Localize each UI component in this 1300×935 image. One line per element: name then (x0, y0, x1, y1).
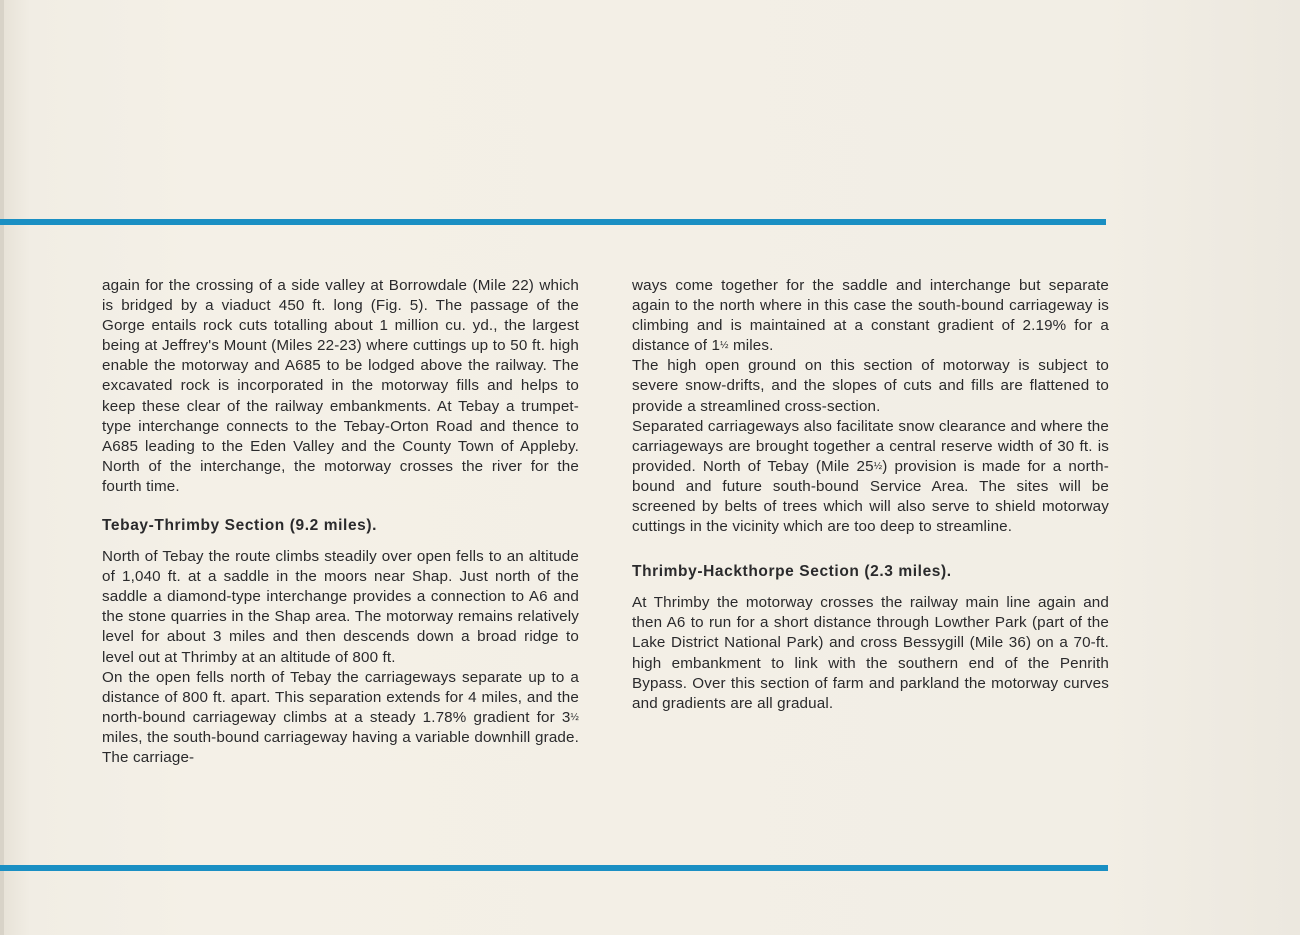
right-paragraph-1 (632, 276, 1109, 356)
top-blue-rule (0, 219, 1106, 225)
left-paragraph-1: again for the crossing of a side valley at Borrowdale (Mile 22) which is bridged by a viaduct 450 ft. long (Fig. 5). The passage of the Gorge entails rock cuts totalling about 1 million cu. yd., the largest being at Jeffrey's Mount (Miles 22-23) where cuttings up to 50 ft. high enable the motorway and A685 to be lodged above the railway. The excavated rock is incorporated in the motorway fills and helps to keep these clear of the railway embankments. At Tebay a trumpet-type interchange connects to the Tebay-Orton Road and thence to A685 leading to the Eden Valley and the County Town of Appleby. North of the interchange, the motorway crosses the river for the fourth time. (102, 277, 579, 495)
right-paragraph-2: The high open ground on this section of motorway is subject to severe snow-drifts, and the slopes of cuts and fills are flattened to provide a streamlined cross-section. (632, 357, 1109, 415)
left-paragraph-2: North of Tebay the route climbs steadily over open fells to an altitude of 1,040 ft. at a saddle in the moors near Shap. Just north of the saddle a diamond-type interchange provides a connection to A6 and the stone quarries in the Shap area. The motorway remains relatively level for about 3 miles and then descends down a broad ridge to level out at Thrimby at an altitude of 800 ft. (102, 548, 579, 666)
section-heading-tebay-thrimby: Tebay-Thrimby Section (9.2 miles). (102, 517, 378, 535)
right-paragraph-4: At Thrimby the motorway crosses the railway main line again and then A6 to run for a short distance through Lowther Park (part of the Lake District National Park) and cross Bessygill (Mile 36) on a 70-ft. high embankment to link with the southern end of the Penrith Bypass. Over this section of farm and parkland the motorway curves and gradients are all gradual. (632, 594, 1109, 712)
right-paragraph-1-part-a: ways come together for the saddle and interchange but separate again to the north where in this case the south-bound carriageway is climbing and is maintained at a constant gradient of 2.19% for a distance of 1 (632, 277, 1109, 355)
fraction-half: ½ (570, 711, 579, 723)
right-paragraph-3 (632, 417, 1109, 538)
fraction-half: ½ (720, 340, 729, 352)
page-left-edge (0, 0, 4, 935)
section-heading-thrimby-hackthorpe: Thrimby-Hackthorpe Section (2.3 miles). (632, 563, 952, 581)
right-column (632, 276, 1109, 714)
left-paragraph-3 (102, 668, 579, 768)
right-paragraph-3-part-b: ) provision is made for a north-bound and future south-bound Service Area. The sites will be screened by belts of trees which will also serve to shield motorway cuttings in the vicinity which are too deep to streamline. (632, 457, 1109, 536)
right-paragraph-3-part-a: Separated carriageways also facilitate snow clearance and where the carriageways are brought together a central reserve width of 30 ft. is provided. North of Tebay (Mile 25 (632, 417, 1109, 475)
fraction-half: ½ (873, 460, 883, 472)
right-paragraph-1-part-b: miles. (728, 337, 774, 355)
bottom-blue-rule (0, 865, 1108, 871)
left-paragraph-3-part-a: On the open fells north of Tebay the carriageways separate up to a distance of 800 ft. apart. This separation extends for 4 miles, and the north-bound carriageway climbs at a steady 1.78% gradient for 3 (102, 668, 579, 726)
left-paragraph-3-part-b: miles, the south-bound carriageway having a variable downhill grade. The carriage- (102, 728, 579, 766)
left-column (102, 276, 579, 768)
